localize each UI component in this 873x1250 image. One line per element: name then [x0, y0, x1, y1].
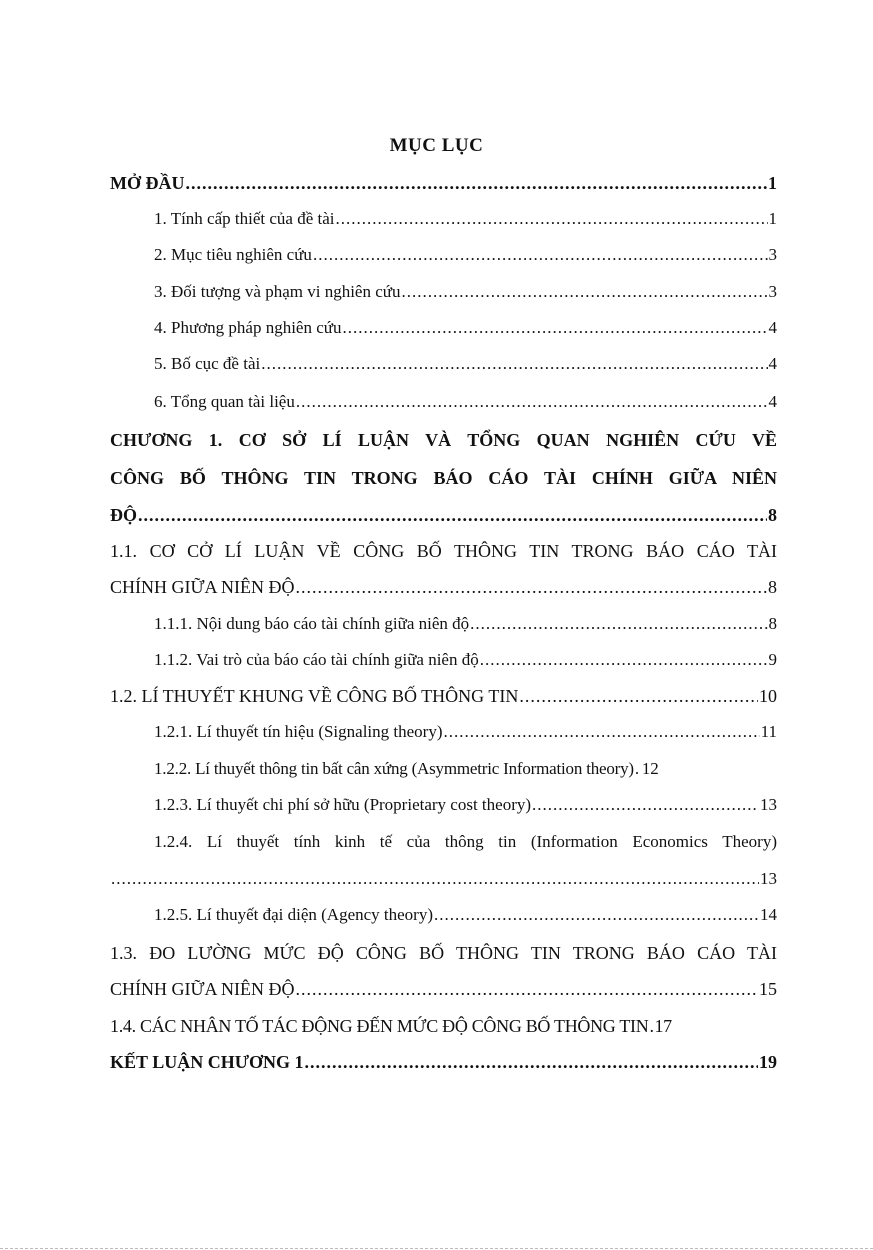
toc-entry-label: 3. Đối tượng và phạm vi nghiên cứu — [154, 282, 401, 301]
dot-leader — [186, 171, 768, 195]
dot-leader — [402, 280, 768, 304]
toc-section-1-4[interactable] — [110, 1014, 777, 1038]
toc-entry-intro-5[interactable] — [154, 352, 777, 376]
toc-entry-label: 5. Bố cục đề tài — [154, 354, 261, 373]
toc-entry-intro-3[interactable] — [154, 280, 777, 304]
toc-entry-label: 1.4. CÁC NHÂN TỐ TÁC ĐỘNG ĐẾN MỨC ĐỘ CÔNG BỐ THÔNG TIN — [110, 1016, 649, 1036]
toc-page-number: 1 — [768, 209, 777, 228]
dot-leader — [295, 575, 767, 599]
toc-entry-1-2-3[interactable] — [154, 793, 777, 817]
toc-section-1-3-line2[interactable] — [110, 977, 777, 1001]
toc-page-number: 17 — [654, 1016, 672, 1036]
dot-leader — [649, 1014, 653, 1038]
dot-leader — [305, 1050, 758, 1074]
dot-leader — [261, 352, 767, 376]
dot-leader — [295, 977, 758, 1001]
dot-leader — [342, 316, 767, 340]
toc-page-number: 13 — [760, 869, 777, 888]
toc-entry-label: 1.2.1. Lí thuyết tín hiệu (Signaling theory) — [154, 722, 443, 741]
toc-entry-label: ĐỘ — [110, 505, 137, 525]
toc-entry-intro-6[interactable] — [154, 390, 777, 414]
toc-entry-label: 1.1.1. Nội dung báo cáo tài chính giữa niên độ — [154, 614, 470, 633]
toc-entry-label: 1.2.2. Lí thuyết thông tin bất cân xứng (Asymmetric Information theory) — [154, 759, 634, 778]
dot-leader — [296, 390, 768, 414]
toc-page-number: 19 — [759, 1052, 777, 1072]
toc-chapter1-line2[interactable]: CÔNG BỐ THÔNG TIN TRONG BÁO CÁO TÀI CHÍNH GIỮA NIÊN — [110, 468, 777, 488]
toc-page-number: 8 — [768, 614, 777, 633]
toc-section-1-3-line1[interactable]: 1.3. ĐO LƯỜNG MỨC ĐỘ CÔNG BỐ THÔNG TIN TRONG BÁO CÁO TÀI — [110, 943, 777, 963]
toc-entry-label: 1.2.3. Lí thuyết chi phí sở hữu (Proprietary cost theory) — [154, 795, 532, 814]
toc-entry-label: CHÍNH GIỮA NIÊN ĐỘ — [110, 577, 295, 597]
dot-leader — [444, 720, 760, 744]
toc-entry-ket-luan[interactable] — [110, 1050, 777, 1074]
dot-leader — [434, 903, 759, 927]
toc-entry-1-1-2[interactable] — [154, 648, 777, 672]
dot-leader — [480, 648, 768, 672]
toc-entry-label: 6. Tổng quan tài liệu — [154, 392, 295, 411]
toc-page-number: 14 — [760, 905, 777, 924]
toc-section-1-2[interactable] — [110, 684, 777, 708]
toc-page-number: 4 — [768, 354, 777, 373]
toc-section-1-1-line2[interactable] — [110, 575, 777, 599]
toc-chapter1-line3[interactable] — [110, 503, 777, 527]
toc-page-number: 4 — [768, 318, 777, 337]
toc-page-number: 3 — [768, 245, 777, 264]
toc-page-number: 15 — [759, 979, 777, 999]
toc-title: MỤC LỤC — [389, 135, 484, 156]
toc-entry-label: 2. Mục tiêu nghiên cứu — [154, 245, 312, 264]
toc-page-number: 1 — [768, 173, 777, 193]
toc-entry-1-2-4-line1[interactable]: 1.2.4. Lí thuyết tính kinh tế của thông tin (Information Economics Theory) — [154, 832, 777, 851]
toc-entry-intro-4[interactable] — [154, 316, 777, 340]
toc-page-number: 3 — [768, 282, 777, 301]
dot-leader — [111, 867, 759, 891]
dot-leader — [313, 243, 768, 267]
toc-entry-mo-dau[interactable] — [110, 171, 777, 195]
toc-page-number: 8 — [768, 505, 777, 525]
dot-leader — [470, 612, 767, 636]
toc-entry-1-2-2[interactable] — [154, 757, 777, 781]
toc-entry-label: 1.2. LÍ THUYẾT KHUNG VỀ CÔNG BỐ THÔNG TIN — [110, 686, 519, 706]
toc-entry-1-2-4-line2[interactable] — [110, 867, 777, 891]
dot-leader — [335, 207, 767, 231]
toc-entry-label: 1.1.2. Vai trò của báo cáo tài chính giữa niên độ — [154, 650, 479, 669]
toc-page-number: 11 — [760, 722, 777, 741]
toc-page-number: 4 — [768, 392, 777, 411]
toc-entry-1-1-1[interactable] — [154, 612, 777, 636]
toc-entry-intro-2[interactable] — [154, 243, 777, 267]
dot-leader — [635, 757, 641, 781]
toc-page-number: 12 — [641, 759, 659, 778]
toc-entry-1-2-5[interactable] — [154, 903, 777, 927]
toc-entry-label: 4. Phương pháp nghiên cứu — [154, 318, 342, 337]
toc-entry-intro-1[interactable] — [154, 207, 777, 231]
dot-leader — [138, 503, 767, 527]
toc-entry-label: CHÍNH GIỮA NIÊN ĐỘ — [110, 979, 295, 999]
dot-leader — [532, 793, 759, 817]
toc-page-number: 8 — [768, 577, 777, 597]
dot-leader — [519, 684, 758, 708]
toc-entry-label: 1.2.5. Lí thuyết đại diện (Agency theory) — [154, 905, 434, 924]
toc-entry-label: MỞ ĐẦU — [110, 173, 185, 193]
toc-chapter1-line1[interactable]: CHƯƠNG 1. CƠ SỞ LÍ LUẬN VÀ TỔNG QUAN NGHIÊN CỨU VỀ — [110, 430, 777, 450]
toc-entry-label: 1. Tính cấp thiết của đề tài — [154, 209, 335, 228]
toc-entry-label: KẾT LUẬN CHƯƠNG 1 — [110, 1052, 304, 1072]
toc-section-1-1-line1[interactable]: 1.1. CƠ CỞ LÍ LUẬN VỀ CÔNG BỐ THÔNG TIN TRONG BÁO CÁO TÀI — [110, 541, 777, 561]
toc-entry-1-2-1[interactable] — [154, 720, 777, 744]
toc-page-number: 13 — [760, 795, 777, 814]
toc-page-number: 9 — [768, 650, 777, 669]
toc-page-number: 10 — [759, 686, 777, 706]
